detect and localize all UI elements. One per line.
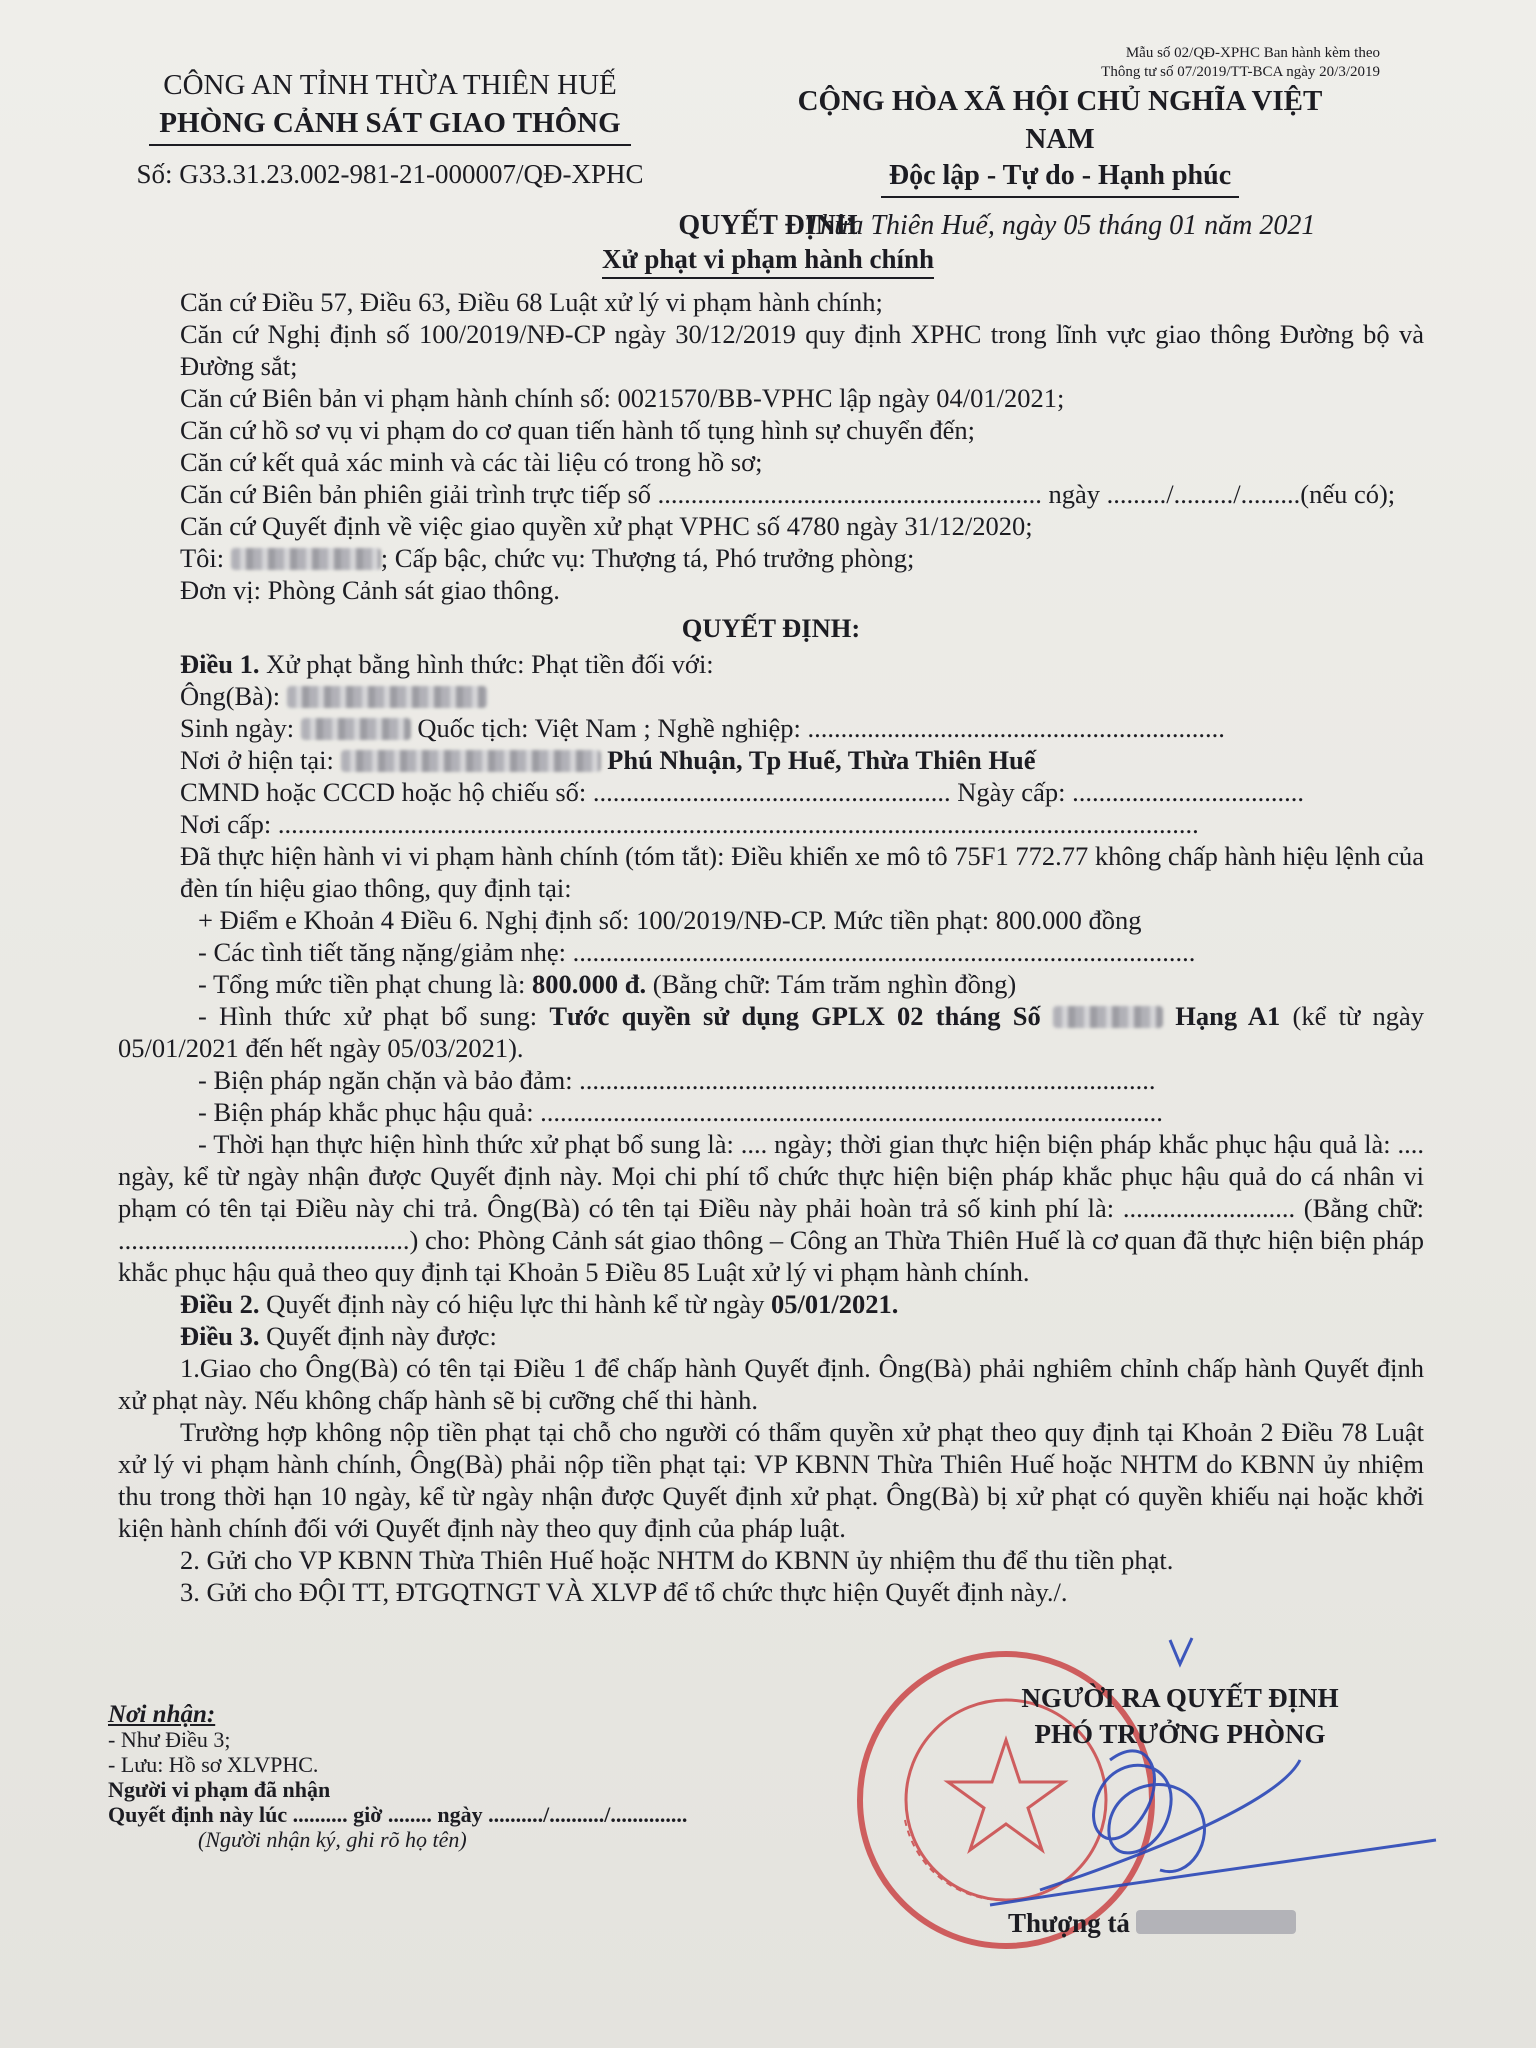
country-name: CỘNG HÒA XÃ HỘI CHỦ NGHĨA VIỆT NAM: [797, 85, 1323, 155]
additional-penalty-label: - Hình thức xử phạt bổ sung:: [198, 1001, 538, 1031]
legal-basis-line: Căn cứ Biên bản vi phạm hành chính số: 0021570/BB-VPHC lập ngày 04/01/2021;: [180, 383, 1065, 413]
receipt-line-1: Người vi phạm đã nhận: [108, 1777, 331, 1802]
receipt-line-2: Quyết định này lúc .......... giờ ........ ngày ........../........../..............: [108, 1802, 688, 1827]
total-fine-label: - Tổng mức tiền phạt chung là:: [198, 969, 526, 999]
article-3-item-3: 3. Gửi cho ĐỘI TT, ĐTGQTNGT VÀ XLVP để tổ chức thực hiện Quyết định này./.: [180, 1577, 1068, 1607]
total-fine-value: 800.000 đ.: [532, 969, 647, 999]
article-3-item-2: 2. Gửi cho VP KBNN Thừa Thiên Huế hoặc NHTM do KBNN ủy nhiệm thu để thu tiền phạt.: [180, 1545, 1174, 1575]
dob-label: Sinh ngày:: [180, 713, 295, 743]
form-reference-line1: Mẫu số 02/QĐ-XPHC Ban hành kèm theo: [1125, 45, 1380, 61]
legal-basis-line: Căn cứ kết quả xác minh và các tài liệu có trong hồ sơ;: [180, 447, 763, 477]
signature-block: [900, 1680, 1460, 1752]
violator-name-label: Ông(Bà):: [180, 681, 281, 711]
signatory-title: NGƯỜI RA QUYẾT ĐỊNH: [1021, 1683, 1339, 1713]
residence-tail: Phú Nhuận, Tp Huế, Thừa Thiên Huế: [607, 745, 1036, 775]
recipient-1: - Như Điều 3;: [108, 1727, 231, 1752]
article-3-text: Quyết định này được:: [266, 1321, 497, 1351]
receipt-note: (Người nhận ký, ghi rõ họ tên): [198, 1827, 467, 1852]
effective-date: 05/01/2021.: [771, 1289, 899, 1319]
license-class: Hạng A1: [1175, 1001, 1281, 1031]
violation-summary-text: Đã thực hiện hành vi vi phạm hành chính (tóm tắt): Điều khiển xe mô tô 75F1 772.77 không chấp hành hiệu lệnh của đèn tín hiệu giao thông, quy định tại:: [180, 841, 1424, 903]
legal-clause: + Điểm e Khoản 4 Điều 6. Nghị định số: 100/2019/NĐ-CP. Mức tiền phạt: 800.000 đồng: [198, 905, 1142, 935]
signer-rank: Thượng tá: [1008, 1908, 1130, 1938]
legal-basis-line: Căn cứ hồ sơ vụ vi phạm do cơ quan tiến hành tố tụng hình sự chuyển đến;: [180, 415, 975, 445]
form-reference-line2: Thông tư số 07/2019/TT-BCA ngày 20/3/2019: [1101, 64, 1380, 80]
issuer-unit: Đơn vị: Phòng Cảnh sát giao thông.: [180, 575, 560, 605]
document-subtitle-text: Xử phạt vi phạm hành chính: [602, 244, 934, 279]
article-2-label: Điều 2.: [180, 1289, 260, 1319]
document-number: Số: G33.31.23.002-981-21-000007/QĐ-XPHC: [136, 159, 644, 189]
issuing-unit: PHÒNG CẢNH SÁT GIAO THÔNG: [149, 104, 630, 146]
aggravating-factors: - Các tình tiết tăng nặng/giảm nhẹ: ..............................................................................................: [198, 937, 1196, 967]
parent-organization: CÔNG AN TỈNH THỪA THIÊN HUẾ: [163, 69, 617, 101]
issuer-rank-position: ; Cấp bậc, chức vụ: Thượng tá, Phó trưởng phòng;: [380, 543, 915, 573]
penalty-period: (kể từ ngày 05/01/2021 đến hết ngày 05/03/2021).: [118, 1001, 1425, 1063]
signatory-position: PHÓ TRƯỞNG PHÒNG: [1034, 1719, 1326, 1749]
nationality-occupation: Quốc tịch: Việt Nam ; Nghề nghiệp: ...............................................................: [417, 713, 1225, 743]
recipients-heading: Nơi nhận:: [108, 1701, 216, 1728]
legal-basis-line: Căn cứ Biên bản phiên giải trình trực tiếp số .......................................................... ngày ........./........./.........(nếu có);: [180, 479, 1396, 509]
issuer-prefix: Tôi:: [180, 543, 225, 573]
id-issue-place-line: Nơi cấp: ...........................................................................................................................................: [180, 809, 1199, 839]
place-and-date: Thừa Thiên Huế, ngày 05 tháng 01 năm 2021: [804, 210, 1316, 241]
legal-basis-line: Căn cứ Nghị định số 100/2019/NĐ-CP ngày 30/12/2019 quy định XPHC trong lĩnh vực giao thông Đường bộ và Đường sắt;: [180, 319, 1424, 381]
additional-penalty-value: Tước quyền sử dụng GPLX 02 tháng Số: [549, 1001, 1041, 1031]
recipient-2: - Lưu: Hồ sơ XLVPHC.: [108, 1752, 319, 1777]
remedial-measures: - Biện pháp khắc phục hậu quả: ..............................................................................................: [198, 1097, 1163, 1127]
article-1-label: Điều 1.: [180, 649, 260, 679]
execution-deadline: - Thời hạn thực hiện hình thức xử phạt bổ sung là: .... ngày; thời gian thực hiện biện pháp khắc phục hậu quả là: .... ngày, kể từ ngày nhận được Quyết định này. Mọi chi phí tổ chức thực hiện biện pháp khắc phục hậu quả do cá nhân vi phạm có tên tại Điều này chi trả. Ông(Bà) có tên tại Điều này phải hoàn trả số kinh phí là: .......................... (Bằng chữ: ............................................) cho: Phòng Cảnh sát giao thông – Công an Thừa Thiên Huế là cơ quan đã thực hiện biện pháp khắc phục hậu quả theo quy định tại Khoản 5 Điều 85 Luật xử lý vi phạm hành chính.: [118, 1129, 1424, 1287]
decision-heading: QUYẾT ĐỊNH:: [681, 613, 861, 643]
national-motto: Độc lập - Tự do - Hạnh phúc: [881, 158, 1239, 198]
article-3-item-1b: Trường hợp không nộp tiền phạt tại chỗ cho người có thẩm quyền xử phạt theo quy định tại Khoản 2 Điều 78 Luật xử lý vi phạm hành chính, Ông(Bà) phải nộp tiền phạt tại: VP KBNN Thừa Thiên Huế hoặc NHTM do KBNN ủy nhiệm thu trong thời hạn 10 ngày, kể từ ngày nhận được Quyết định xử phạt. Ông(Bà) bị xử phạt có quyền khiếu nại hoặc khởi kiện hành chính đối với Quyết định này theo quy định của pháp luật.: [118, 1417, 1424, 1543]
article-3-label: Điều 3.: [180, 1321, 260, 1351]
article-1-intro-text: Xử phạt bằng hình thức: Phạt tiền đối với:: [266, 649, 714, 679]
preventive-measures: - Biện pháp ngăn chặn và bảo đảm: .......................................................................................: [198, 1065, 1156, 1095]
residence-label: Nơi ở hiện tại:: [180, 745, 334, 775]
article-2-text: Quyết định này có hiệu lực thi hành kể từ ngày: [266, 1289, 765, 1319]
legal-basis-line: Căn cứ Điều 57, Điều 63, Điều 68 Luật xử lý vi phạm hành chính;: [180, 287, 883, 317]
signature: [990, 1638, 1436, 1905]
article-3-item-1: 1.Giao cho Ông(Bà) có tên tại Điều 1 để chấp hành Quyết định. Ông(Bà) phải nghiêm chỉnh chấp hành Quyết định xử phạt này. Nếu không chấp hành sẽ bị cưỡng chế thi hành.: [118, 1353, 1424, 1415]
id-document-line: CMND hoặc CCCD hoặc hộ chiếu số: ...................................................... Ngày cấp: ...................................: [180, 777, 1304, 807]
total-fine-words: (Bằng chữ: Tám trăm nghìn đồng): [652, 969, 1017, 999]
signer-name-redaction: [1136, 1910, 1296, 1934]
document-title: QUYẾT ĐỊNH: [678, 210, 858, 241]
legal-basis-line: Căn cứ Quyết định về việc giao quyền xử phạt VPHC số 4780 ngày 31/12/2020;: [180, 511, 1033, 541]
